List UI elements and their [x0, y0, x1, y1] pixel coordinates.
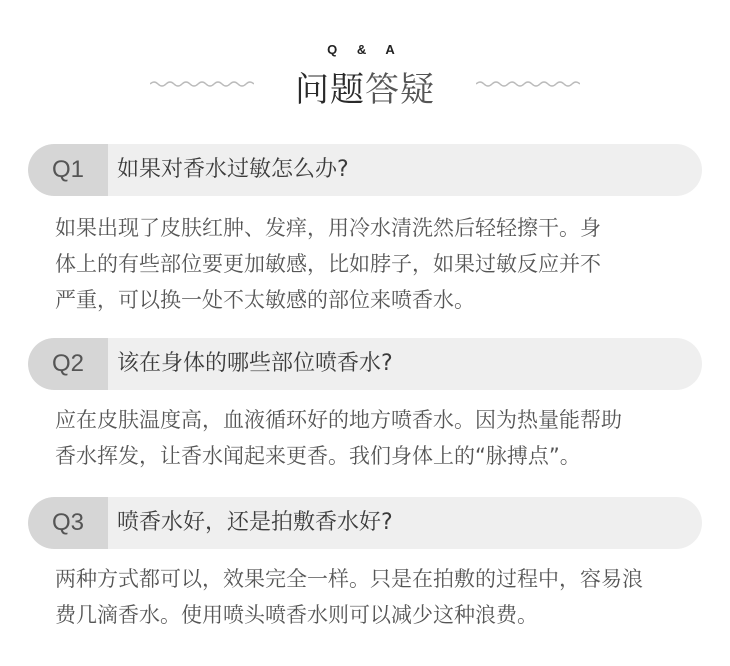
answer-line: 两种方式都可以，效果完全一样。只是在拍敷的过程中，容易浪 [55, 567, 643, 591]
question-number-badge: Q2 [28, 338, 108, 390]
answer-line: 费几滴香水。使用喷头喷香水则可以减少这种浪费。 [55, 603, 538, 627]
section-header [0, 0, 730, 130]
answer-line: 香水挥发，让香水闻起来更香。我们身体上的“脉搏点”。 [55, 444, 581, 468]
question-number-badge: Q1 [28, 144, 108, 196]
question-number-badge: Q3 [28, 497, 108, 549]
question-bar-2 [28, 338, 702, 390]
page-title [0, 62, 730, 111]
title-bold: 问题 [295, 70, 365, 110]
answer-line: 体上的有些部位要更加敏感，比如脖子，如果过敏反应并不 [55, 252, 601, 276]
question-text: 喷香水好，还是拍敷香水好? [117, 510, 393, 535]
answer-line: 严重，可以换一处不太敏感的部位来喷香水。 [55, 288, 475, 312]
answer-line: 应在皮肤温度高，血液循环好的地方喷香水。因为热量能帮助 [55, 408, 622, 432]
answer-1 [55, 210, 685, 318]
qa-label: Q & A [327, 42, 403, 57]
question-text: 该在身体的哪些部位喷香水? [117, 351, 393, 376]
title-light: 答疑 [365, 70, 435, 110]
question-bar-3 [28, 497, 702, 549]
answer-3 [55, 561, 685, 633]
question-text: 如果对香水过敏怎么办? [117, 157, 349, 182]
answer-line: 如果出现了皮肤红肿、发痒，用冷水清洗然后轻轻擦干。身 [55, 216, 601, 240]
wave-decoration-right-icon [476, 78, 580, 90]
question-bar-1 [28, 144, 702, 196]
answer-2 [55, 402, 685, 474]
